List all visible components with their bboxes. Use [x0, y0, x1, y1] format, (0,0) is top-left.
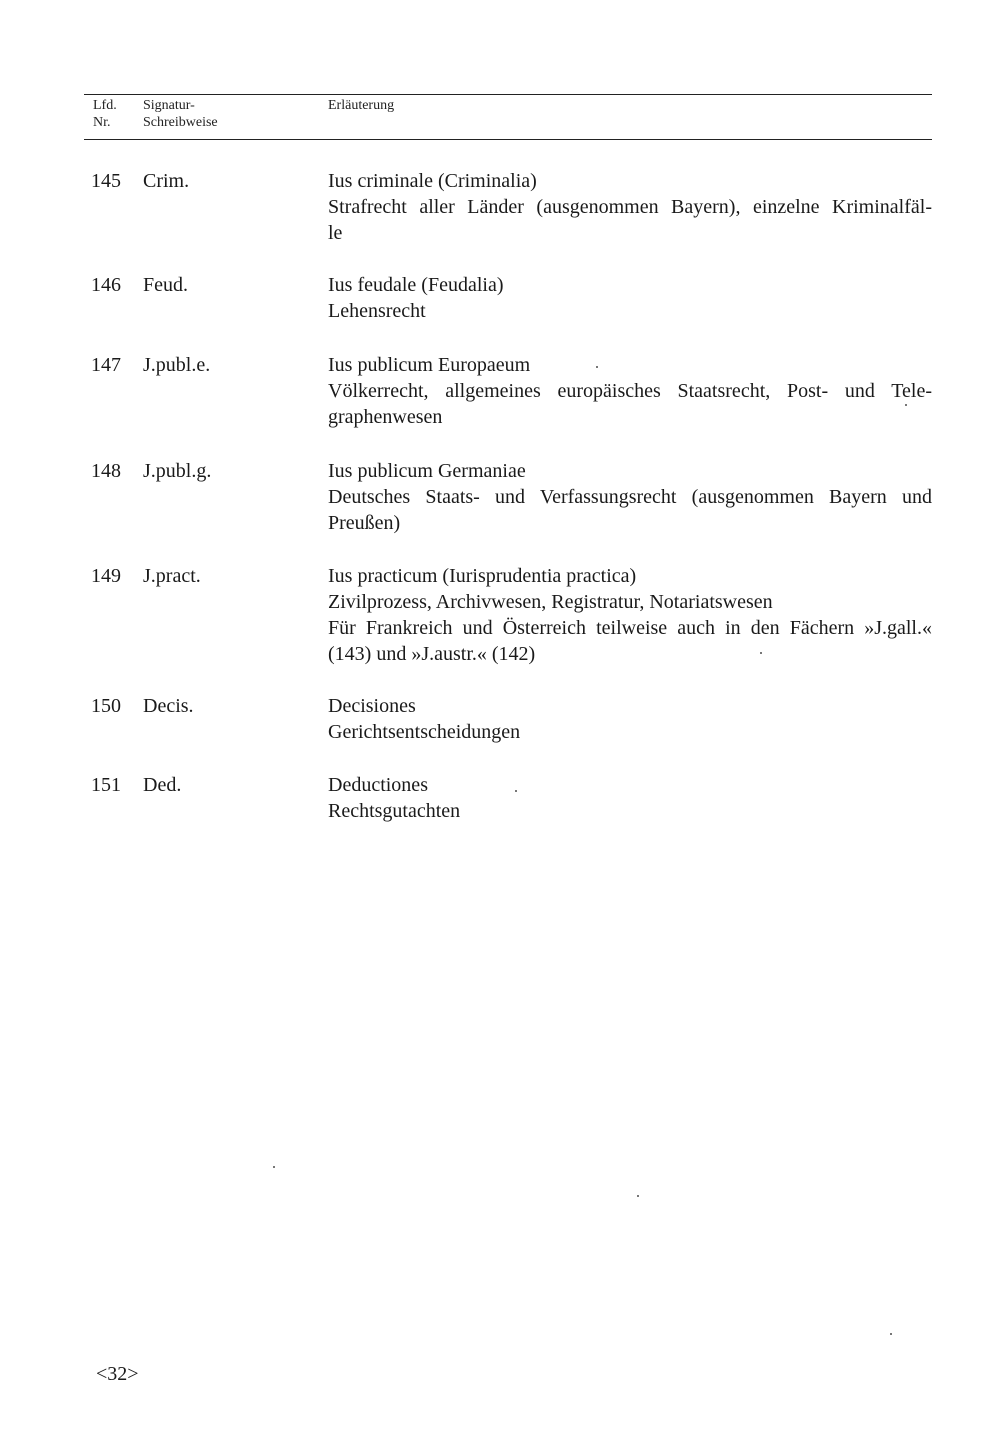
scan-speck	[596, 366, 598, 368]
table-top-rule	[84, 94, 932, 95]
entry-text-line: le	[328, 222, 343, 244]
scan-speck	[515, 790, 517, 792]
entry-number: 151	[91, 774, 121, 796]
entry-text-line: Gerichtsentscheidungen	[328, 721, 521, 743]
entry-number: 147	[91, 354, 121, 376]
column-header-signature-line1: Signatur-	[143, 98, 195, 113]
entry-number: 148	[91, 460, 121, 482]
entry-signature: J.publ.g.	[143, 460, 212, 482]
column-header-signature	[143, 97, 293, 131]
column-header-number-line1: Lfd.	[93, 98, 117, 113]
entry-signature: J.publ.e.	[143, 354, 211, 376]
column-header-signature-line2: Schreibweise	[143, 115, 218, 130]
entry-description	[328, 458, 932, 536]
scan-speck	[273, 1166, 275, 1168]
entry-text-line: Lehensrecht	[328, 300, 426, 322]
entry-description	[328, 693, 932, 745]
entry-text-line: Völkerrecht, allgemeines europäisches Staatsrecht, Post- und Tele-	[328, 380, 932, 402]
column-header-number	[93, 97, 133, 131]
scan-speck	[905, 404, 907, 406]
entry-number: 150	[91, 695, 121, 717]
column-header-number-line2: Nr.	[93, 115, 111, 130]
entry-title: Ius feudale (Feudalia)	[328, 274, 504, 296]
entry-number: 145	[91, 170, 121, 192]
entry-signature: Crim.	[143, 170, 190, 192]
entry-description	[328, 772, 932, 824]
entry-signature: J.pract.	[143, 565, 201, 587]
entry-signature: Ded.	[143, 774, 182, 796]
entry-text-line: graphenwesen	[328, 406, 443, 428]
entry-text-line: Strafrecht aller Länder (ausgenommen Bayern), einzelne Kriminalfäl-	[328, 196, 932, 218]
entry-title: Ius criminale (Criminalia)	[328, 170, 537, 192]
entry-title: Decisiones	[328, 695, 416, 717]
entry-number: 149	[91, 565, 121, 587]
entry-title: Ius publicum Germaniae	[328, 460, 526, 482]
entry-description	[328, 168, 932, 246]
entry-text-line: Zivilprozess, Archivwesen, Registratur, Notariatswesen	[328, 591, 773, 613]
entry-number: 146	[91, 274, 121, 296]
entry-title: Ius publicum Europaeum	[328, 354, 531, 376]
scan-speck	[637, 1195, 639, 1197]
column-header-description-label: Erläuterung	[328, 98, 395, 113]
scan-speck	[890, 1333, 892, 1335]
entry-signature: Decis.	[143, 695, 194, 717]
column-header-description	[328, 97, 394, 114]
page-number: <32>	[96, 1363, 139, 1385]
entry-text-line: Deutsches Staats- und Verfassungsrecht (ausgenommen Bayern und	[328, 486, 932, 508]
entry-text-line: Rechtsgutachten	[328, 800, 461, 822]
entry-title: Ius practicum (Iurisprudentia practica)	[328, 565, 637, 587]
entry-description	[328, 563, 932, 667]
entry-description	[328, 272, 932, 324]
table-header-rule	[84, 139, 932, 140]
entry-text-line: Für Frankreich und Österreich teilweise auch in den Fächern »J.gall.«	[328, 617, 932, 639]
scan-speck	[760, 652, 762, 654]
entry-title: Deductiones	[328, 774, 428, 796]
entry-text-line: Preußen)	[328, 512, 401, 534]
entry-description	[328, 352, 932, 430]
entry-signature: Feud.	[143, 274, 188, 296]
entry-text-line: (143) und »J.austr.« (142)	[328, 643, 536, 665]
